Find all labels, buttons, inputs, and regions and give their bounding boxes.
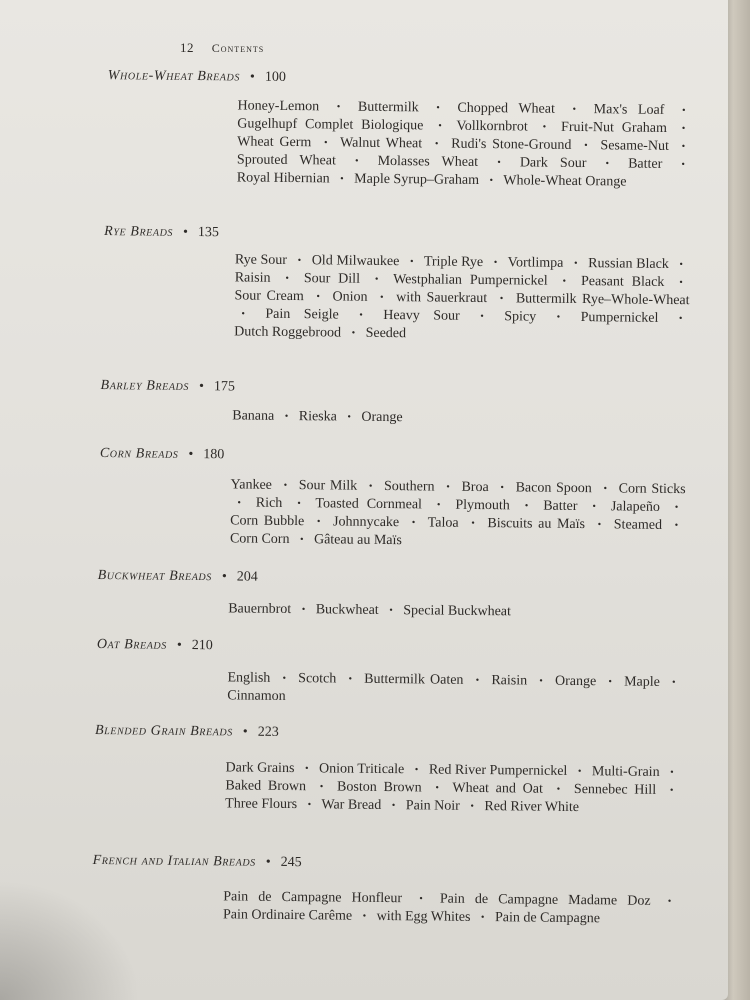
bullet-separator: • [670, 767, 674, 779]
bullet-separator: • [354, 155, 359, 167]
recipe-entry: Westphalian Pumpernickel [393, 272, 548, 289]
section-heading [95, 723, 279, 741]
recipe-entry: Boston Brown [337, 779, 422, 796]
bullet-separator: • [574, 257, 578, 270]
recipe-entry: Fruit-Nut Graham [560, 119, 668, 136]
section-recipe-list [230, 476, 686, 553]
recipe-entry: Multi-Grain [591, 764, 660, 780]
bullet-separator: • [391, 800, 396, 812]
bullet-separator: • [681, 105, 686, 117]
bullet-separator: • [480, 310, 484, 323]
recipe-entry: Buttermilk Rye–Whole-Wheat [515, 291, 690, 309]
bullet-separator: • [497, 157, 501, 169]
section-name: Barley Breads [100, 378, 190, 394]
bullet-separator: • [359, 309, 363, 321]
bullet-separator: • [419, 893, 423, 905]
recipe-entry: Onion Triticale [318, 761, 405, 778]
recipe-entry: Seeded [365, 325, 407, 342]
bullet-separator: • [608, 676, 612, 688]
bullet-separator: • [362, 910, 367, 922]
bullet-separator: • [434, 138, 439, 150]
bullet-separator: • [336, 101, 341, 113]
bullet-separator: • [556, 783, 561, 795]
recipe-entry: Biscuits au Maïs [487, 516, 586, 533]
recipe-entry: War Bread [321, 797, 382, 813]
section-recipe-list [227, 669, 682, 710]
bullet-separator: • [597, 519, 602, 531]
bullet-separator: • [316, 291, 320, 303]
section-page-number: 180 [203, 447, 225, 463]
bullet-separator: • [480, 912, 485, 924]
recipe-entry: Onion [332, 289, 368, 305]
recipe-entry: Jalapeño [610, 499, 660, 515]
section-heading [98, 568, 258, 586]
bullet-separator: • [249, 69, 255, 85]
recipe-entry: Taloa [427, 515, 459, 531]
bullet-separator: • [198, 379, 204, 395]
section-page-number: 223 [257, 724, 279, 740]
recipe-entry: Buttermilk [357, 99, 419, 116]
recipe-entry: Orange [554, 673, 597, 690]
bullet-separator: • [284, 410, 289, 422]
bullet-separator: • [681, 123, 686, 135]
bullet-separator: • [176, 637, 182, 653]
recipe-entry: Plymouth [455, 497, 510, 514]
recipe-entry: with Egg Whites [376, 908, 471, 925]
bullet-separator: • [414, 764, 419, 776]
recipe-entry: Pain de Campagne Honfleur [223, 889, 403, 907]
recipe-entry: Raisin [491, 673, 528, 689]
bullet-separator: • [584, 140, 588, 152]
bullet-separator: • [681, 159, 686, 171]
bullet-separator: • [389, 605, 393, 617]
recipe-entry: Gugelhupf Complet Biologique [237, 116, 424, 134]
bullet-separator: • [556, 311, 561, 323]
bullet-separator: • [672, 677, 676, 689]
bullet-separator: • [282, 672, 287, 684]
section-recipe-list [228, 600, 683, 623]
recipe-entry: Honey-Lemon [237, 98, 320, 115]
bullet-separator: • [348, 673, 353, 685]
recipe-entry: Dutch Roggebrood [234, 324, 342, 341]
bullet-separator: • [237, 497, 241, 509]
bullet-separator: • [380, 291, 384, 303]
recipe-entry: Bacon Spoon [515, 480, 592, 497]
recipe-entry: Spicy [504, 309, 537, 325]
bullet-separator: • [242, 724, 248, 740]
bullet-separator: • [347, 411, 351, 423]
recipe-entry: Buttermilk Oaten [364, 671, 464, 688]
bullet-separator: • [679, 259, 684, 271]
recipe-entry: Baked Brown [225, 778, 307, 795]
recipe-entry: Vortlimpa [507, 255, 564, 271]
recipe-entry: Russian Black [588, 256, 669, 272]
section-heading [108, 68, 286, 86]
section-heading [100, 446, 225, 463]
bullet-separator: • [285, 272, 289, 284]
bullet-separator: • [241, 308, 245, 320]
bullet-separator: • [500, 482, 504, 494]
recipe-entry: Rieska [298, 409, 337, 425]
recipe-entry: Walnut Wheat [339, 135, 423, 152]
recipe-entry: Buckwheat [315, 602, 379, 618]
recipe-entry: Toasted Cornmeal [315, 496, 423, 513]
recipe-entry: Johnnycake [332, 514, 400, 531]
bullet-separator: • [436, 102, 440, 114]
recipe-entry: Batter [543, 498, 578, 515]
recipe-entry: Triple Rye [423, 254, 484, 271]
recipe-entry: Red River Pumpernickel [428, 762, 568, 779]
bullet-separator: • [562, 275, 567, 287]
bullet-separator: • [679, 277, 683, 289]
recipe-entry: Orange [361, 409, 403, 426]
bullet-separator: • [323, 137, 328, 149]
recipe-entry: Pain de Campagne Madame Doz [439, 891, 651, 909]
recipe-entry: Sour Dill [303, 271, 361, 287]
recipe-entry: Yankee [230, 477, 272, 493]
section-recipe-list [234, 251, 690, 346]
recipe-entry: Molasses Wheat [377, 153, 479, 170]
running-title: Contents [211, 41, 265, 55]
bullet-separator: • [221, 569, 227, 585]
recipe-entry: Peasant Black [580, 274, 665, 290]
bullet-separator: • [493, 257, 498, 269]
recipe-entry: Corn Corn [229, 531, 290, 548]
section-heading [104, 224, 219, 241]
bullet-separator: • [188, 446, 194, 462]
bullet-separator: • [368, 480, 373, 492]
bullet-separator: • [471, 517, 475, 529]
recipe-entry: Heavy Sour [383, 307, 460, 324]
bullet-separator: • [299, 534, 304, 546]
bullet-separator: • [470, 800, 474, 812]
section-name: Blended Grain Breads [94, 722, 233, 740]
bullet-separator: • [409, 256, 414, 268]
recipe-entry: Whole-Wheat Orange [503, 173, 627, 190]
section-recipe-list [237, 97, 693, 192]
recipe-entry: Pain Seigle [265, 306, 339, 323]
recipe-entry: Sennebec Hill [573, 782, 657, 798]
bullet-separator: • [301, 604, 306, 616]
recipe-entry: Red River White [484, 799, 580, 816]
recipe-entry: Sesame-Nut [600, 138, 669, 154]
recipe-entry: Corn Sticks [618, 481, 686, 498]
bullet-separator: • [283, 479, 288, 491]
section-page-number: 204 [236, 569, 258, 585]
section-heading [101, 378, 235, 395]
recipe-entry: Special Buckwheat [403, 603, 512, 620]
bullet-separator: • [489, 175, 494, 187]
recipe-entry: Rye Sour [234, 252, 288, 268]
bullet-separator: • [319, 781, 324, 793]
recipe-entry: Cinnamon [227, 688, 286, 704]
bullet-separator: • [499, 293, 504, 305]
bullet-separator: • [297, 255, 302, 267]
recipe-entry: Pain Noir [405, 798, 460, 814]
section-heading [97, 637, 213, 654]
recipe-entry: Raisin [234, 270, 271, 286]
recipe-entry: Chopped Wheat [457, 100, 555, 117]
bullet-separator: • [681, 141, 686, 153]
page-number: 12 [180, 40, 194, 55]
bullet-separator: • [307, 799, 312, 811]
recipe-entry: Steamed [613, 517, 663, 533]
recipe-entry: Southern [383, 478, 435, 495]
bullet-separator: • [182, 224, 189, 240]
bullet-separator: • [539, 675, 543, 687]
section-heading [93, 853, 302, 871]
section-page-number: 135 [197, 225, 220, 241]
bullet-separator: • [603, 483, 608, 495]
bullet-separator: • [669, 785, 674, 797]
bullet-separator: • [572, 103, 577, 115]
section-recipe-list [225, 759, 681, 818]
recipe-entry: Maple [624, 674, 660, 690]
bullet-separator: • [542, 121, 547, 133]
bullet-separator: • [316, 516, 321, 528]
section-name: Rye Breads [104, 224, 174, 240]
section-name: Corn Breads [99, 446, 179, 462]
running-header [180, 40, 264, 56]
recipe-entry: Batter [628, 156, 663, 172]
bullet-separator: • [436, 499, 441, 511]
recipe-entry: with Sauerkraut [396, 290, 488, 307]
bullet-separator: • [304, 763, 309, 775]
recipe-entry: Bauernbrot [228, 601, 292, 618]
bullet-separator: • [667, 895, 672, 908]
recipe-entry: Dark Grains [225, 760, 295, 777]
bullet-separator: • [475, 674, 480, 687]
recipe-entry: Sour Milk [298, 478, 358, 494]
bullet-separator: • [674, 502, 679, 514]
recipe-entry: Maple Syrup–Graham [354, 171, 480, 188]
recipe-entry: Banana [232, 408, 275, 424]
recipe-entry: Wheat and Oat [452, 780, 543, 797]
recipe-entry: Old Milwaukee [311, 253, 400, 270]
bullet-separator: • [674, 520, 679, 532]
recipe-entry: Broa [461, 479, 489, 496]
bullet-separator: • [340, 173, 344, 185]
section-name: French and Italian Breads [92, 852, 256, 870]
bullet-separator: • [411, 517, 416, 529]
bullet-separator: • [297, 498, 301, 510]
recipe-entry: Pain de Campagne [494, 910, 601, 927]
bullet-separator: • [577, 766, 582, 778]
section-name: Whole-Wheat Breads [107, 68, 241, 85]
recipe-entry: Vollkornbrot [456, 118, 528, 135]
recipe-entry: Wheat Germ [237, 134, 312, 151]
section-page-number: 100 [264, 69, 286, 85]
bullet-separator: • [446, 481, 450, 493]
recipe-entry: Scotch [298, 671, 337, 687]
recipe-entry: Pumpernickel [580, 310, 659, 326]
recipe-entry: English [227, 670, 271, 686]
bullet-separator: • [438, 120, 442, 132]
section-page-number: 210 [191, 637, 213, 654]
recipe-entry: Corn Bubble [230, 513, 305, 530]
bullet-separator: • [435, 782, 439, 794]
recipe-entry: Max's Loaf [593, 102, 665, 118]
recipe-entry: Sprouted Wheat [236, 152, 336, 169]
recipe-entry: Royal Hibernian [236, 170, 330, 187]
recipe-entry: Gâteau au Maïs [313, 532, 402, 549]
section-page-number: 175 [213, 379, 235, 395]
recipe-entry: Rudi's Stone-Ground [451, 136, 572, 153]
recipe-entry: Dark Sour [519, 155, 587, 172]
section-recipe-list [223, 888, 678, 929]
bullet-separator: • [374, 273, 379, 285]
recipe-entry: Three Flours [225, 796, 298, 813]
section-name: Buckwheat Breads [97, 568, 212, 585]
bullet-separator: • [351, 327, 356, 339]
bullet-separator: • [605, 158, 610, 170]
bullet-separator: • [592, 501, 597, 513]
bullet-separator: • [524, 500, 529, 512]
section-page-number: 245 [280, 854, 302, 871]
recipe-entry: Sour Cream [234, 288, 304, 305]
recipe-entry: Pain Ordinaire Carême [222, 907, 353, 924]
bullet-separator: • [265, 854, 271, 870]
recipe-entry: Rich [255, 495, 283, 511]
bullet-separator: • [678, 313, 683, 325]
section-name: Oat Breads [96, 636, 167, 653]
section-recipe-list [232, 407, 687, 430]
